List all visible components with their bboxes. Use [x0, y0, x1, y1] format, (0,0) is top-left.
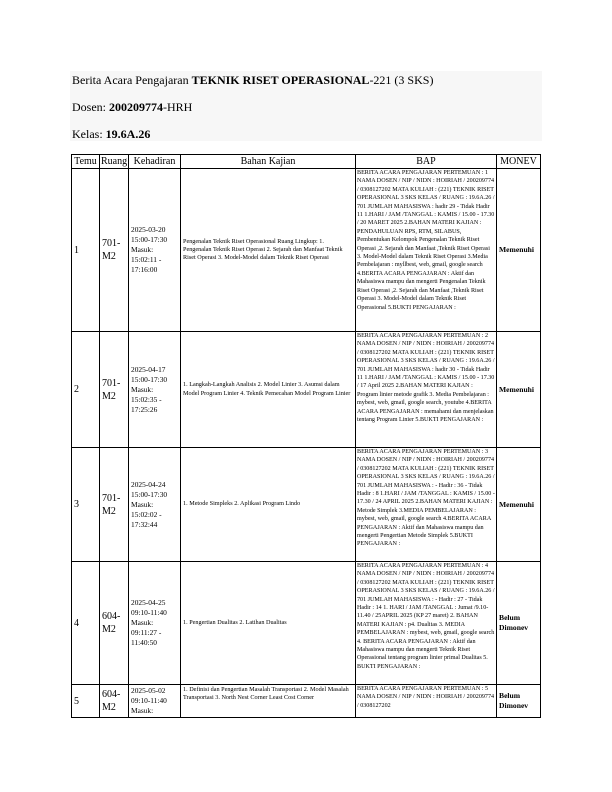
cell-temu: 5	[72, 685, 100, 718]
session-time: 09:10-11:40	[131, 608, 167, 617]
cell-bap	[356, 562, 497, 685]
bap-text: BERITA ACARA PENGAJARAN PERTEMUAN : 2 NAMA DOSEN / NIP / NIDN : HOIRIAH / 200209774 / 0308127202 MATA KULIAH : (221) TEKNIK RISET OPERASIONAL 3 SKS KELAS / RUANG : 19.6A.26 / 701 JUMLAH MAHASISWA : hadir 30 - Tidak Hadir 11 1.HARI / JAM /TANGGAL : KAMIS / 15.00 - 17.30 / 17 April 2025 2.BAHAN MATERI KAJIAN : Program linier metode grafik 3. Media Pembelajaran : mybest, web, gmail, google search, youtube 4.BERITA ACARA PENGAJARAN : memahami dan menjelaskan tentang Program Linier 5.BUKTI PENGAJARAN :	[357, 333, 495, 424]
report-title	[72, 73, 433, 87]
attendance-label: Masuk:	[131, 499, 154, 509]
session-date: 2025-05-02	[131, 686, 166, 695]
cell-kehadiran	[129, 448, 181, 562]
cell-monev: Memenuhi	[497, 448, 541, 562]
class-line	[72, 127, 150, 141]
cell-monev: Belum Dimonev	[497, 685, 541, 718]
col-bahan-kajian: Bahan Kajian	[181, 155, 356, 169]
title-prefix: Berita Acara Pengajaran	[72, 73, 192, 87]
cell-bahan-kajian: 1. Definisi dan Pengertian Masalah Transportasi 2. Model Masalah Transportasi 3. North Nest Corner Least Cost Corner	[181, 685, 356, 718]
attendance-out: 17:16:00	[131, 265, 158, 274]
col-bap: BAP	[356, 155, 497, 169]
course-name: TEKNIK RISET OPERASIONAL	[191, 73, 370, 87]
cell-bahan-kajian: 1. Pengertian Dualitas 2. Latihan Dualitas	[181, 562, 356, 685]
attendance-out: 17:25:26	[131, 404, 158, 414]
cell-kehadiran	[129, 169, 181, 332]
attendance-in: 15:02:35 -	[131, 394, 162, 404]
cell-bap	[356, 169, 497, 332]
cell-ruang: 701-M2	[100, 169, 129, 332]
bap-text: BERITA ACARA PENGAJARAN PERTEMUAN : 3 NAMA DOSEN / NIP / NIDN : HOIRIAH / 200209774 / 0308127202 MATA KULIAH : (221) TEKNIK RISET OPERASIONAL 3 SKS KELAS / RUANG : 19.6A.26 / 701 JUMLAH MAHASISWA : - Hadir : 36 - Tidak Hadir : 8 1.HARI / JAM /TANGGAL : KAMIS / 15.00 - 17.30 / 24 APRIL 2025 2.BAHAN MATERI KAJIAN : Metode Simplek 3.MEDIA PEMBELAJARAN : mybest, web, gmail, google search 4.BERITA ACARA PENGAJARAN : Aktif dan Mahasiswa mampu dan mengerti Pengertian Metode Simplek 5.BUKTI PENGAJARAN :	[357, 449, 495, 548]
cell-monev: Memenuhi	[497, 169, 541, 332]
report-header	[70, 71, 542, 141]
cell-bahan-kajian: 1. Langkah-Langkah Analisis 2. Model Linier 3. Asumsi dalam Model Program Linier 4. Teknik Pemecahan Model Program Linier	[181, 332, 356, 448]
table-header-row	[72, 155, 541, 169]
cell-temu: 2	[72, 332, 100, 448]
cell-ruang: 701-M2	[100, 448, 129, 562]
bap-text: BERITA ACARA PENGAJARAN PERTEMUAN : 5 NAMA DOSEN / NIP / NIDN : HOIRIAH / 200209774 / 0308127202	[357, 686, 495, 709]
cell-bap	[356, 685, 497, 718]
attendance-label: Masuk:	[131, 384, 154, 394]
table-row	[72, 562, 541, 685]
attendance-out: 11:40:50	[131, 638, 158, 647]
session-time: 15:00-17:30	[131, 374, 168, 384]
cell-temu: 3	[72, 448, 100, 562]
session-time: 15:00-17:30	[131, 489, 168, 499]
table-row	[72, 448, 541, 562]
attendance-in: 09:11:27 -	[131, 628, 162, 637]
lecturer-label: Dosen:	[72, 100, 109, 114]
lecturer-code: -HRH	[163, 100, 193, 114]
session-date: 2025-04-17	[131, 364, 166, 374]
class-value: 19.6A.26	[105, 127, 151, 141]
col-ruang: Ruang	[101, 156, 128, 167]
cell-ruang: 604-M2	[100, 685, 129, 718]
col-monev: MONEV	[497, 155, 541, 169]
bap-text: BERITA ACARA PENGAJARAN PERTEMUAN : 1 NAMA DOSEN / NIP / NIDN : HOIRIAH / 200209774 / 0308127202 MATA KULIAH : (221) TEKNIK RISET OPERASIONAL 3 SKS KELAS / RUANG : 19.6A.26 / 701 JUMLAH MAHASISWA : hadir 29 - Tidak Hadir 11 1.HARI / JAM /TANGGAL : KAMIS / 15.00 - 17.30 / 20 MARET 2025 2.BAHAN MATERI KAJIAN : PENDAHULUAN RPS, RTM, SILABUS, Pembentukan Kelompok Pengenalan Teknik Riset Operasi ,2. Sejarah dan Manfaat ,Teknik Riset Operasi 3. Model-Model dalam Teknik Riset Operasi 3.Media Pembelajaran : myllbest, web, gmail, google search 4.BERITA ACARA PENGAJARAN : Aktif dan Mahasiswa mampu dan mengerti Pengenalan Teknik Riset Operasi ,2. Sejarah dan Manfaat ,Teknik Riset Operasi 3. Model-Model dalam Teknik Riset Operasional 5.BUKTI PENGAJARAN :	[357, 170, 495, 311]
cell-kehadiran	[129, 685, 181, 718]
attendance-in: 15:02:11 -	[131, 255, 162, 264]
session-date: 2025-03-20	[131, 225, 166, 234]
cell-bap	[356, 332, 497, 448]
attendance-in: 15:02:02 -	[131, 509, 162, 519]
cell-monev: Memenuhi	[497, 332, 541, 448]
session-time: 09:10-11:40	[131, 696, 167, 705]
cell-bahan-kajian: 1. Metode Simpleks 2. Aplikasi Program Lindo	[181, 448, 356, 562]
session-date: 2025-04-24	[131, 479, 166, 489]
bap-text: BERITA ACARA PENGAJARAN PERTEMUAN : 4 NAMA DOSEN / NIP / NIDN : HOIRIAH / 200209774 / 0308127202 MATA KULIAH : (221) TEKNIK RISET OPERASIONAL 3 SKS KELAS / RUANG : 19.6A.26 / 701 JUMLAH MAHASISWA : - Hadir : 27 - Tidak Hadir : 14 1. HARI / JAM /TANGGAL : Jumat /9.10-11.40 / 25APRIL 2025 (KP 27 maret) 2. BAHAN MATERI KAJIAN : p4. Dualitas 3. MEDIA PEMBELAJARAN : mybest, web, gmail, google search 4. BERITA ACARA PENGAJARAN : Aktif dan Mahasiswa mampu dan mengerti Teknik Riset Operasional tentang program linier primal Dualitas 5. BUKTI PENGAJARAN :	[357, 563, 495, 670]
course-code: -221 (3 SKS)	[369, 73, 434, 87]
attendance-label: Masuk:	[131, 245, 154, 254]
table-row	[72, 332, 541, 448]
cell-bahan-kajian: Pengenalan Teknik Riset Operasional Ruang Lingkup: 1. Pengenalan Teknik Riset Operasi 2. Sejarah dan Manfaat Teknik Riset Operasi 3. Model-Model dalam Teknik Riset Operasi	[181, 169, 356, 332]
cell-ruang: 701-M2	[100, 332, 129, 448]
col-kehadiran: Kehadiran	[129, 155, 181, 169]
table-row	[72, 169, 541, 332]
cell-temu: 4	[72, 562, 100, 685]
attendance-out: 17:32:44	[131, 519, 158, 529]
cell-bap	[356, 448, 497, 562]
cell-ruang: 604-M2	[100, 562, 129, 685]
lecturer-id: 200209774	[109, 100, 163, 114]
session-time: 15:00-17:30	[131, 235, 168, 244]
attendance-label: Masuk:	[131, 618, 154, 627]
cell-temu: 1	[72, 169, 100, 332]
session-date: 2025-04-25	[131, 598, 166, 607]
cell-kehadiran	[129, 562, 181, 685]
table-row	[72, 685, 541, 718]
lecturer-line	[72, 100, 192, 114]
cell-monev: Belum Dimonev	[497, 562, 541, 685]
col-temu: Temu	[72, 155, 100, 169]
class-label: Kelas:	[72, 127, 106, 141]
attendance-label: Masuk:	[131, 706, 154, 715]
teaching-report-table	[71, 154, 541, 718]
cell-kehadiran	[129, 332, 181, 448]
